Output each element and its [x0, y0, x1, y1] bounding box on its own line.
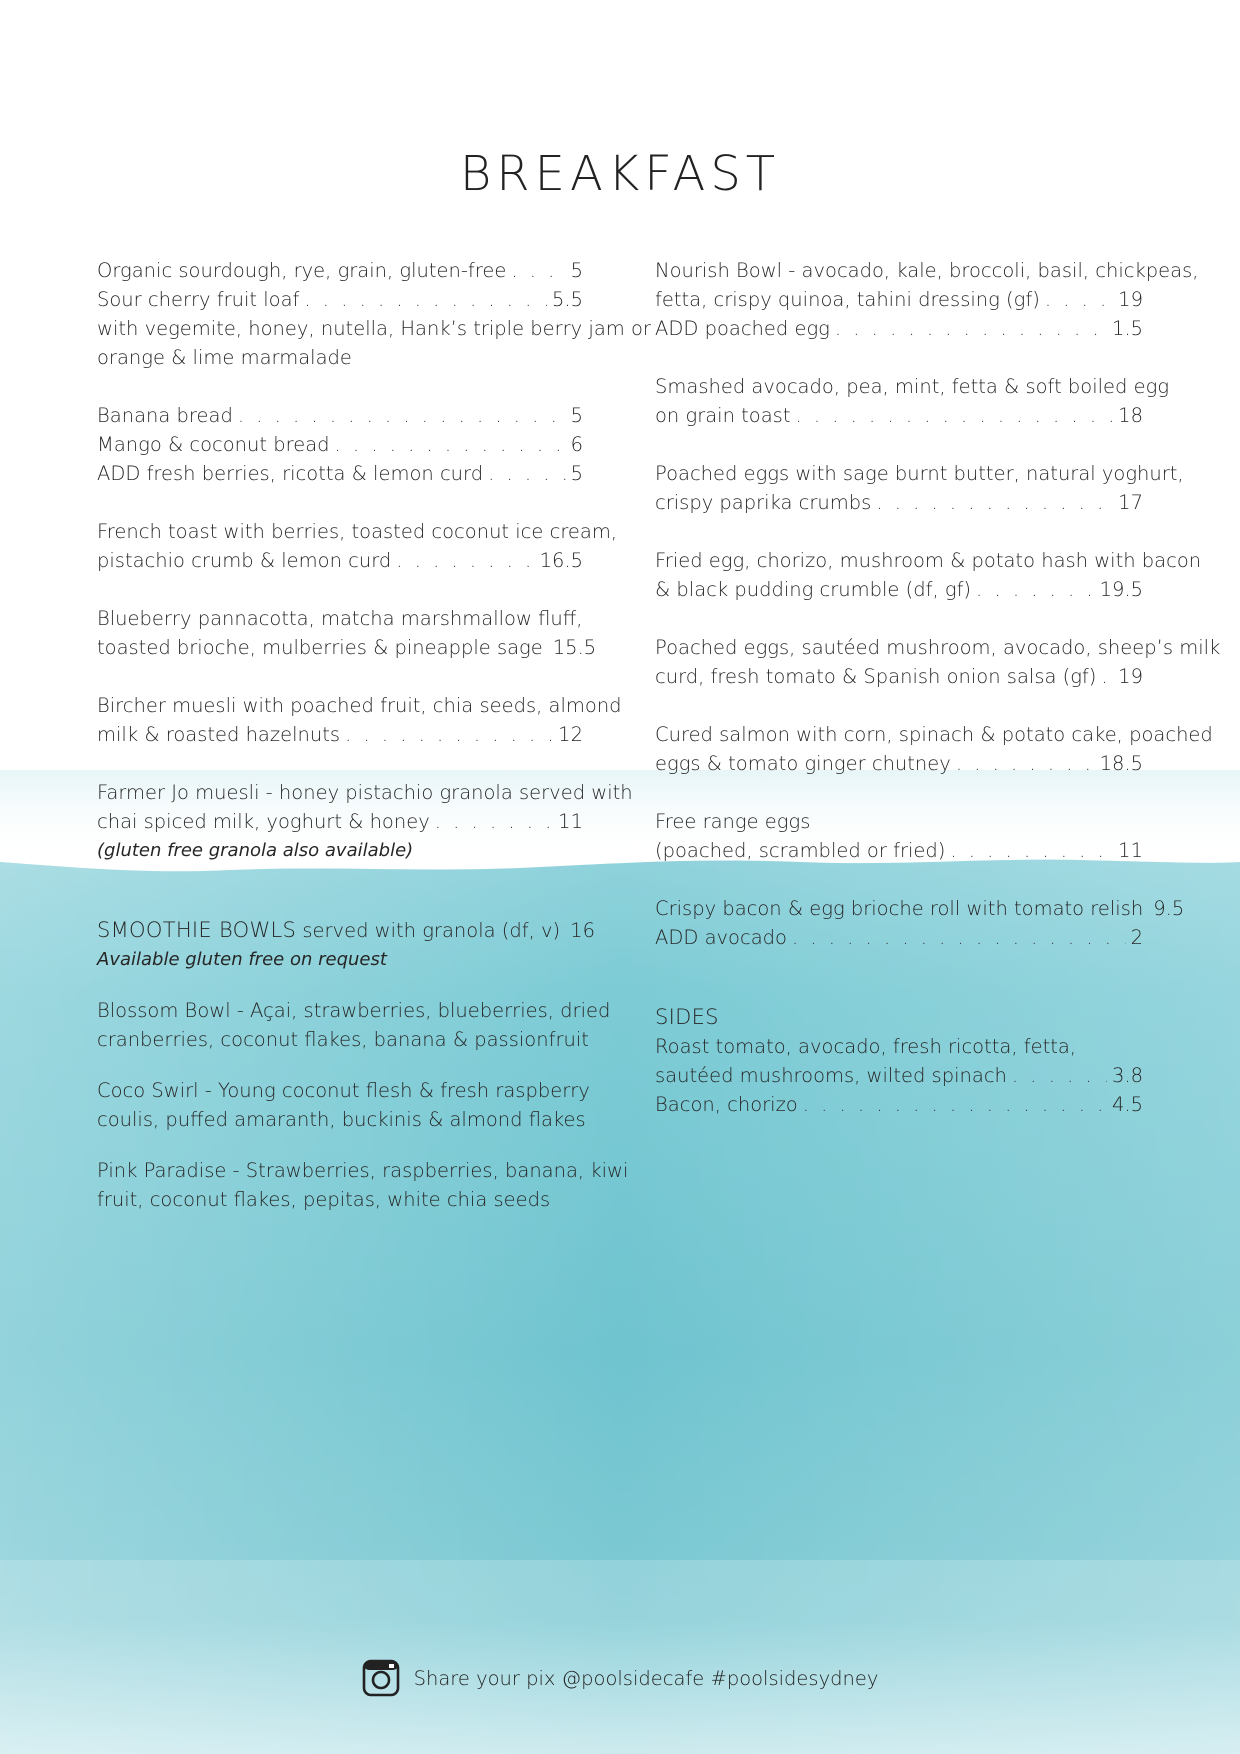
- bowl-desc: Blossom Bowl - Açai, strawberries, blueberries, dried: [97, 999, 611, 1022]
- menu-item-desc: Poached eggs, sautéed mushroom, avocado, sheep’s milk: [655, 636, 1221, 659]
- footer-text: Share your pix @poolsidecafe #poolsidesydney: [413, 1666, 879, 1690]
- menu-item: fetta, crispy quinoa, tahini dressing (gf) . . . 19: [655, 285, 1143, 314]
- menu-item: milk & roasted hazelnuts . . . 12: [97, 720, 583, 749]
- bowl-desc: Coco Swirl - Young coconut flesh & fresh raspberry: [97, 1079, 590, 1102]
- menu-item: Crispy bacon & egg brioche roll with tomato relish 9.5: [655, 897, 1185, 920]
- page-title: BREAKFAST: [459, 146, 781, 202]
- menu-note: (gluten free granola also available): [97, 840, 414, 861]
- menu-item-desc: French toast with berries, toasted coconut ice cream,: [97, 520, 618, 543]
- menu-item: Bacon, chorizo . . . 4.5: [655, 1090, 1143, 1119]
- menu-item-desc: Blueberry pannacotta, matcha marshmallow fluff,: [97, 607, 583, 630]
- bowl-desc: cranberries, coconut flakes, banana & passionfruit: [97, 1028, 589, 1051]
- menu-item: curd, fresh tomato & Spanish onion salsa (gf) . . . 19: [655, 662, 1143, 691]
- section-heading-smoothie: SMOOTHIE BOWLS served with granola (df, v) 16: [97, 918, 595, 942]
- instagram-camera-icon: [362, 1659, 400, 1697]
- menu-item: eggs & tomato ginger chutney . . . 18.5: [655, 749, 1143, 778]
- menu-addon: ADD avocado . . . 2: [655, 923, 1143, 952]
- bowl-desc: Pink Paradise - Strawberries, raspberries, banana, kiwi: [97, 1159, 629, 1182]
- menu-item: toasted brioche, mulberries & pineapple sage 15.5: [97, 636, 597, 659]
- social-footer: [0, 1659, 1240, 1697]
- left-column: [97, 256, 651, 1214]
- bowl-desc: coulis, puffed amaranth, buckinis & almond flakes: [97, 1108, 586, 1131]
- menu-item: on grain toast . . . 18: [655, 401, 1143, 430]
- menu-item-desc: Poached eggs with sage burnt butter, natural yoghurt,: [655, 462, 1184, 485]
- bowl-desc: fruit, coconut flakes, pepitas, white chia seeds: [97, 1188, 551, 1211]
- menu-item-desc: Nourish Bowl - avocado, kale, broccoli, basil, chickpeas,: [655, 259, 1199, 282]
- menu-item: Banana bread . . . 5: [97, 401, 583, 430]
- menu-item-desc: Roast tomato, avocado, fresh ricotta, fetta,: [655, 1035, 1077, 1058]
- menu-item-desc: Cured salmon with corn, spinach & potato cake, poached: [655, 723, 1213, 746]
- menu-item: Mango & coconut bread . . . 6: [97, 430, 583, 459]
- menu-note: with vegemite, honey, nutella, Hank’s triple berry jam or: [97, 317, 651, 340]
- menu-item-desc: Farmer Jo muesli - honey pistachio granola served with: [97, 781, 633, 804]
- menu-item: (poached, scrambled or fried) . . . 11: [655, 836, 1143, 865]
- menu-item: Organic sourdough, rye, grain, gluten-free . . . 5: [97, 256, 583, 285]
- section-heading-sides: SIDES: [655, 1005, 719, 1029]
- menu-addon: ADD poached egg . . . 1.5: [655, 314, 1143, 343]
- menu-item: Sour cherry fruit loaf . . . 5.5: [97, 285, 583, 314]
- menu-item: chai spiced milk, yoghurt & honey . . . 11: [97, 807, 583, 836]
- right-column: [655, 256, 1221, 1119]
- menu-note: orange & lime marmalade: [97, 346, 352, 369]
- menu-note: Available gluten free on request: [97, 949, 387, 970]
- menu-item: crispy paprika crumbs . . . 17: [655, 488, 1143, 517]
- menu-item: pistachio crumb & lemon curd . . . 16.5: [97, 546, 583, 575]
- menu-item: sautéed mushrooms, wilted spinach . . . 3.8: [655, 1061, 1143, 1090]
- menu-item: & black pudding crumble (df, gf) . . . 19.5: [655, 575, 1143, 604]
- menu-item-desc: Smashed avocado, pea, mint, fetta & soft boiled egg: [655, 375, 1170, 398]
- menu-item-desc: Fried egg, chorizo, mushroom & potato hash with bacon: [655, 549, 1202, 572]
- menu-addon: ADD fresh berries, ricotta & lemon curd . . . 5: [97, 459, 583, 488]
- menu-item-desc: Free range eggs: [655, 810, 811, 833]
- menu-item-desc: Bircher muesli with poached fruit, chia seeds, almond: [97, 694, 622, 717]
